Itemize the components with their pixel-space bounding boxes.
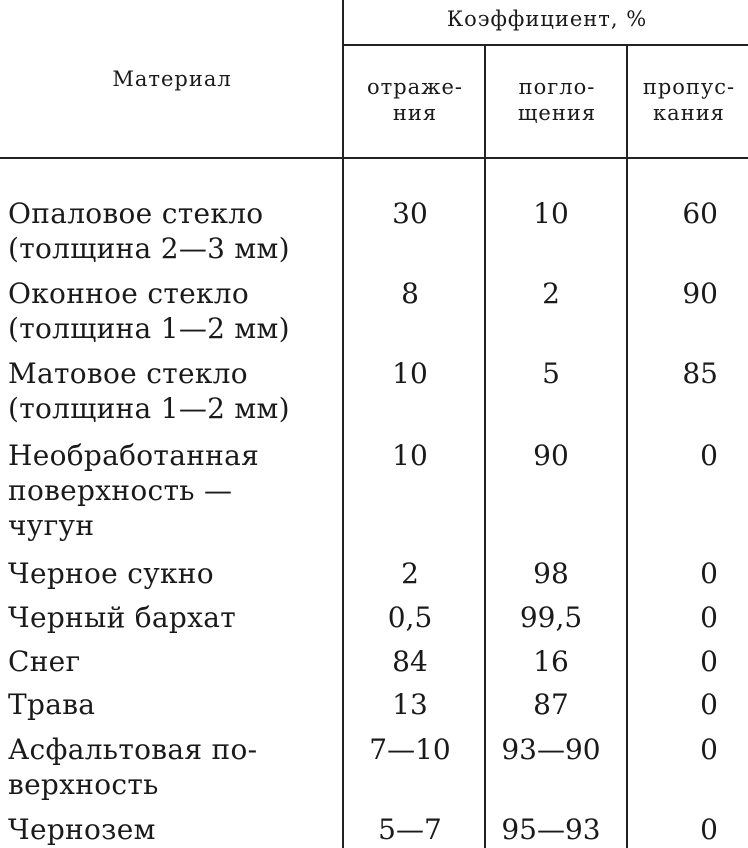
header-reflection: отраже- ния <box>366 75 464 125</box>
absorption-cell: 95—93 <box>501 813 601 846</box>
table-row <box>0 276 748 346</box>
material-cell: Необработанная поверхность — чугун <box>8 439 260 542</box>
table-row <box>0 732 748 802</box>
transmission-cell: 0 <box>700 733 718 766</box>
absorption-cell: 90 <box>533 439 569 472</box>
header-transmission: пропус- кания <box>642 75 736 125</box>
transmission-cell: 85 <box>682 357 718 390</box>
absorption-cell: 99,5 <box>519 601 583 634</box>
reflection-cell: 7—10 <box>369 733 451 766</box>
absorption-cell: 87 <box>533 688 569 721</box>
transmission-cell: 0 <box>700 645 718 678</box>
header-group-underline <box>342 44 748 46</box>
reflection-cell: 10 <box>392 439 428 472</box>
header-coefficient-group: Коэффициент, % <box>446 7 648 31</box>
transmission-cell: 0 <box>700 439 718 472</box>
table-row <box>0 556 748 591</box>
reflection-cell: 8 <box>401 277 419 310</box>
absorption-cell: 93—90 <box>501 733 601 766</box>
absorption-cell: 16 <box>533 645 569 678</box>
table-row <box>0 600 748 635</box>
transmission-cell: 0 <box>700 813 718 846</box>
reflection-cell: 2 <box>401 557 419 590</box>
reflection-cell: 0,5 <box>387 601 433 634</box>
material-cell: Чернозем <box>8 813 156 846</box>
reflection-cell: 10 <box>392 357 428 390</box>
material-cell: Оконное стекло (толщина 1—2 мм) <box>8 277 290 345</box>
transmission-cell: 90 <box>682 277 718 310</box>
reflection-cell: 84 <box>392 645 428 678</box>
material-cell: Снег <box>8 645 81 678</box>
transmission-cell: 0 <box>700 601 718 634</box>
table-row <box>0 196 748 266</box>
absorption-cell: 10 <box>533 197 569 230</box>
material-cell: Опаловое стекло (толщина 2—3 мм) <box>8 197 290 265</box>
absorption-cell: 2 <box>542 277 560 310</box>
absorption-cell: 98 <box>533 557 569 590</box>
table-row <box>0 812 748 847</box>
table-row <box>0 356 748 426</box>
reflection-cell: 13 <box>392 688 428 721</box>
table-row <box>0 438 748 543</box>
material-cell: Матовое стекло (толщина 1—2 мм) <box>8 357 290 425</box>
header-bottom-rule <box>0 157 748 159</box>
material-cell: Трава <box>8 688 96 721</box>
material-cell: Черный бархат <box>8 601 236 634</box>
material-cell: Асфальтовая по- верхность <box>8 733 258 801</box>
reflection-cell: 5—7 <box>378 813 442 846</box>
transmission-cell: 60 <box>682 197 718 230</box>
transmission-cell: 0 <box>700 688 718 721</box>
material-cell: Черное сукно <box>8 557 214 590</box>
reflection-cell: 30 <box>392 197 428 230</box>
table-row <box>0 687 748 722</box>
header-material: Материал <box>112 67 232 91</box>
table-body <box>0 196 748 847</box>
header-absorption: погло- щения <box>517 75 597 125</box>
absorption-cell: 5 <box>542 357 560 390</box>
table-row <box>0 644 748 679</box>
transmission-cell: 0 <box>700 557 718 590</box>
